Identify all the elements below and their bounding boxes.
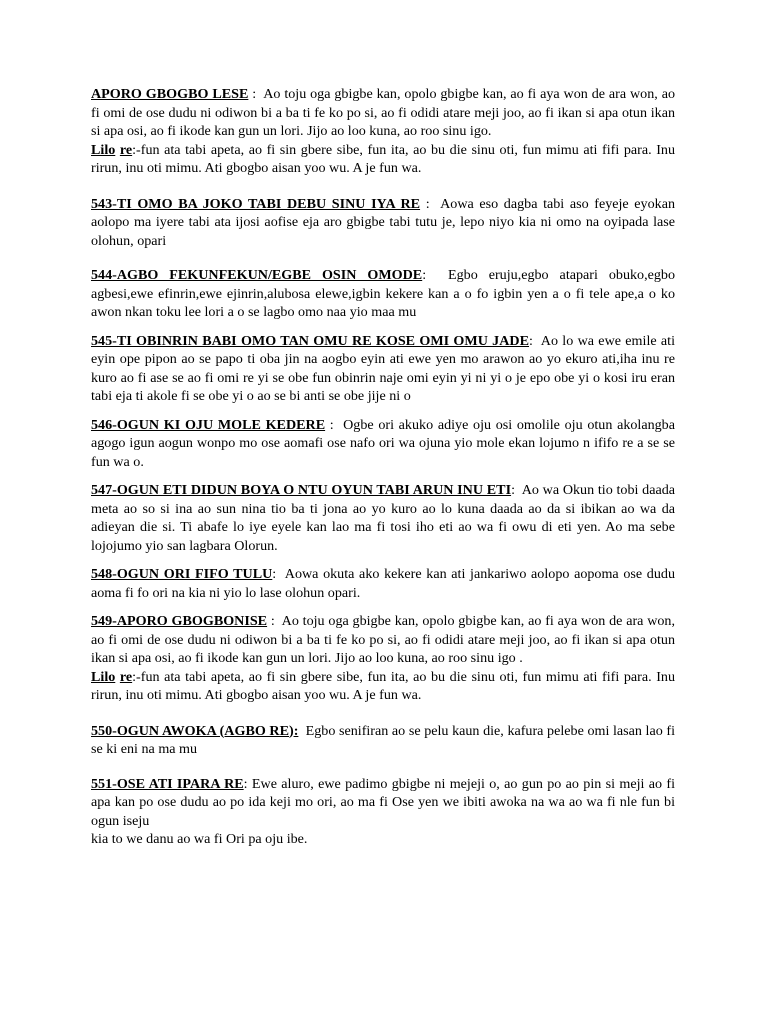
re-label: re — [119, 141, 133, 158]
entry-separator: : — [325, 416, 344, 433]
entry-547 — [91, 481, 675, 555]
entry-body: Egbo eruju,egbo atapari obuko,egbo agbesi,ewe efinrin,ewe ejinrin,alubosa elewe,igbin kekere kan a o fo igbin yen a o fi tele ape,a o ko awon nkan toku lee lori a o se lagbo omo naa yio maa mu — [91, 267, 675, 320]
entry-body: Egbo senifiran ao se pelu kaun die, kafura pelebe omi lasan lao fi se ki eni na ma mu — [91, 722, 676, 757]
entry-545 — [91, 332, 675, 406]
entry-title: 545-TI OBINRIN BABI OMO TAN OMU RE KOSE OMI OMU JADE — [91, 332, 529, 349]
entry-title: 547-OGUN ETI DIDUN BOYA O NTU OYUN TABI ARUN INU ETI — [91, 482, 512, 498]
entry-aporo-gbogbo-lese — [91, 85, 675, 178]
entry-body: Aowa eso dagba tabi aso feyeje eyokan aolopo ma iyere tabi ata ijosi aofise eja aro gbigbe tabi tutu je, lepo niyo kia ni omo na oyipada lase olohun, opari — [91, 195, 676, 249]
entry-separator: : — [422, 267, 449, 283]
entry-544 — [91, 266, 675, 322]
entry-body: Ao wa Okun tio tobi daada meta ao so si ina ao sun nina tio ba ti jona ao yo kuro ao lo kuna daada ao da si ibikan ao wa da adieyan die si. Ti abafe lo iye eyele kan lao ma fi tosi iho eti ao wa fi owu di eti yen. Ao ma sebe lojojumo yio san lagbara Olorun. — [91, 482, 676, 554]
entry-separator: : — [272, 566, 285, 582]
document-page — [91, 85, 675, 849]
entry-546 — [91, 416, 675, 472]
entry-title: 543-TI OMO BA JOKO TABI DEBU SINU IYA RE — [91, 195, 421, 212]
entry-title: 551-OSE ATI IPARA RE — [91, 775, 244, 792]
entry-549 — [91, 612, 675, 705]
lilo-label: Lilo — [91, 141, 116, 158]
entry-separator: : — [243, 775, 252, 792]
entry-title: 544-AGBO FEKUNFEKUN/EGBE OSIN OMODE — [91, 267, 423, 283]
entry-body: Aowa okuta ako kekere kan ati jankariwo aolopo aopoma ose dudu aoma fi fo ori na kia ni yio lo lase olohun opari. — [91, 566, 675, 601]
entry-body: Ogbe ori akuko adiye oju osi omolile oju otun akolangba agogo igun aogun wonpo mo ose aomafi ose nafo ori wa ojuna yio mole ekan lojumo n ififo re a se se fun wa o. — [91, 416, 675, 470]
lilo-text: :-fun ata tabi apeta, ao fi sin gbere sibe, fun ita, ao bu die sinu oti, fun mimu ati fifi para. Inu rirun, inu oti mimu. Ati gbogbo aisan yoo wu. A je fun wa. — [91, 668, 675, 703]
entry-title: 550-OGUN AWOKA (AGBO RE): — [91, 722, 299, 739]
entry-separator: : — [529, 332, 541, 349]
entry-551 — [91, 775, 675, 849]
entry-body: Ewe aluro, ewe padimo gbigbe ni mejeji o, ao gun po ao pin si meji ao fi apa kan po ose dudu ao po ida keji mo ori, ao ma fi Ose yen we ibiti awoka na wa ao wa fi nle fun bi ogun iseju — [91, 775, 675, 829]
entry-body: Ao toju oga gbigbe kan, opolo gbigbe kan, ao fi aya won de ara won, ao fi omi de ose dudu ni odiwon bi a ba ti fe ko po si, ao fi odidi atare meji joo, ao fi ikan si apa otun ikan si apa osi, ao fi ikode kan gun un lori. Jijo ao loo kuna, ao roo sinu igo. — [91, 86, 675, 139]
entry-separator — [298, 723, 305, 739]
lilo-label: Lilo — [91, 668, 116, 685]
entry-543 — [91, 195, 675, 251]
re-label: re — [119, 668, 133, 685]
entry-550 — [91, 722, 675, 759]
entry-title: APORO GBOGBO LESE — [91, 86, 249, 102]
lilo-text: :-fun ata tabi apeta, ao fi sin gbere sibe, fun ita, ao bu die sinu oti, fun mimu ati fifi para. Inu rirun, inu oti mimu. Ati gbogbo aisan yoo wu. A je fun wa. — [91, 141, 675, 176]
entry-body-continued: kia to we danu ao wa fi Ori pa oju ibe. — [91, 831, 308, 847]
entry-title: 548-OGUN ORI FIFO TULU — [91, 566, 273, 582]
entry-title: 549-APORO GBOGBONISE — [91, 613, 268, 629]
entry-title: 546-OGUN KI OJU MOLE KEDERE — [91, 416, 326, 433]
entry-separator: : — [511, 482, 522, 498]
entry-separator: : — [420, 195, 441, 212]
entry-548 — [91, 565, 675, 602]
entry-separator: : — [248, 86, 264, 102]
entry-body: Ao toju oga gbigbe kan, opolo gbigbe kan, ao fi aya won de ara won, ao fi omi de ose dudu ni odiwon bi a ba ti fe ko po si, ao fi odidi atare meji joo, ao fi ikan si apa otun ikan si apa osi, ao fi ikode kan gun un lori. Jijo ao loo kuna, ao roo sinu igo . — [91, 613, 675, 666]
entry-body: Ao lo wa ewe emile ati eyin ope pipon ao se papo ti oba jin na aogbo eyin ati ewe yen mo arawon ao yo ekuro ati,iha inu re kuro ao fi ase se ao fi omi re yi se obe fun obinrin naje omi eyin yi ni yi o je epo obe yi o kosi iru eran tabi eja ti akole fi se obe yi o ao se bi anti se obe jije ni o — [91, 332, 676, 404]
entry-separator: : — [267, 613, 282, 629]
